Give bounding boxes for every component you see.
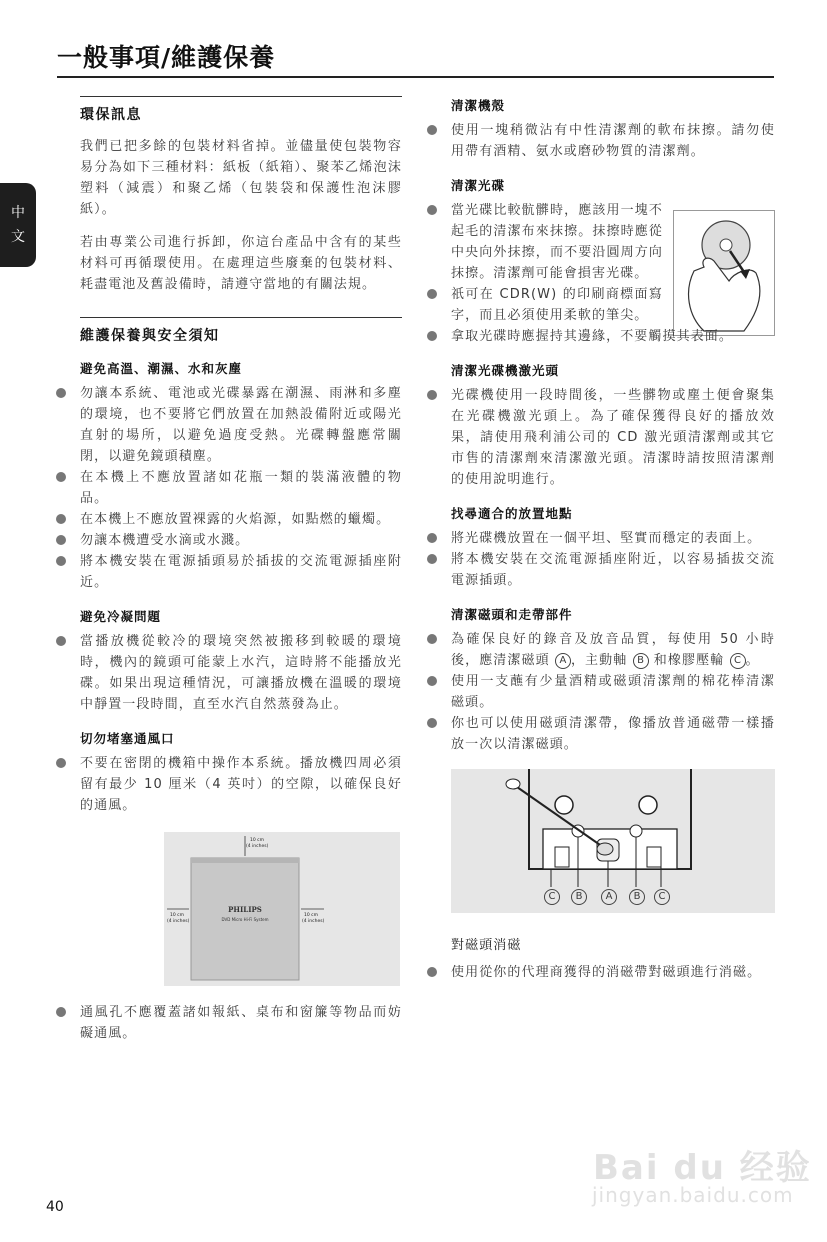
list-item: 你也可以使用磁頭清潔帶，像播放普通磁帶一樣播放一次以清潔磁頭。 bbox=[427, 713, 775, 755]
knob-right bbox=[639, 796, 657, 814]
page-title: 一般事項/維護保養 bbox=[57, 43, 276, 72]
pinch-roller-left bbox=[555, 847, 569, 867]
dimension-right-label-2: (4 inches) bbox=[302, 919, 325, 924]
list-item: 當光碟比較骯髒時，應該用一塊不起毛的清潔布來抹擦。抹擦時應從中央向外抹擦，而不要沿圓周方向抹擦。清潔劑可能會損害光碟。 bbox=[427, 200, 775, 284]
cotton-swab-tip bbox=[506, 779, 520, 789]
language-tab bbox=[0, 183, 36, 267]
dimension-left-label: 10 cm bbox=[170, 913, 185, 918]
list-item: 勿讓本機遭受水滴或水濺。 bbox=[56, 530, 402, 551]
list-item: 拿取光碟時應握持其邊緣，不要觸摸其表面。 bbox=[427, 326, 775, 347]
subheading-ventilation: 切勿堵塞通風口 bbox=[80, 731, 175, 746]
subheading-avoid-heat: 避免高溫、潮濕、水和灰塵 bbox=[80, 361, 243, 376]
ventilation-diagram bbox=[164, 832, 400, 986]
heads-text: ，主動軸 bbox=[570, 653, 633, 668]
callout-c: C bbox=[730, 653, 746, 669]
subheading-clean-heads: 清潔磁頭和走帶部件 bbox=[451, 607, 573, 622]
list-item: 當播放機從較冷的環境突然被搬移到較暖的環境時，機內的鏡頭可能蒙上水汽，這時將不能播放光碟。如果出現這種情況，可讓播放機在溫暖的環境中靜置一段時間，直至水汽自然蒸發為止。 bbox=[56, 631, 402, 715]
list-item: 使用一塊稍微沾有中性清潔劑的軟布抹擦。請勿使用帶有酒精、氨水或磨砂物質的清潔劑。 bbox=[427, 120, 775, 162]
list-item: 祇可在 CDR(W) 的印刷商標面寫字，而且必須使用柔軟的筆尖。 bbox=[427, 284, 775, 326]
list-item: 將光碟機放置在一個平坦、堅實而穩定的表面上。 bbox=[427, 528, 775, 549]
figure-label-a: A bbox=[601, 889, 617, 905]
subheading-clean-laser: 清潔光碟機激光頭 bbox=[451, 363, 560, 378]
dimension-top-label-2: (4 inches) bbox=[246, 844, 269, 849]
title-rule bbox=[57, 76, 774, 78]
list-item: 在本機上不應放置諸如花瓶一類的裝滿液體的物品。 bbox=[56, 467, 402, 509]
knob-left bbox=[555, 796, 573, 814]
figure-label-c: C bbox=[654, 889, 670, 905]
subheading-demagnetize: 對磁頭消磁 bbox=[451, 938, 522, 953]
list-item-heads bbox=[427, 629, 775, 671]
list-item: 將本機安裝在交流電源插座附近，以容易插拔交流電源插頭。 bbox=[427, 549, 775, 591]
env-paragraph: 我們已把多餘的包裝材料省掉。並儘量使包裝物容易分為如下三種材料：紙板（紙箱）、聚苯乙烯泡沫塑料（減震）和聚乙烯（包裝袋和保護性泡沫膠紙）。 bbox=[80, 139, 402, 217]
right-column bbox=[427, 96, 775, 983]
capstan-right bbox=[630, 825, 642, 837]
tape-head-figure bbox=[451, 769, 775, 913]
list-item: 使用一支蘸有少量酒精或磁頭清潔劑的棉花棒清潔磁頭。 bbox=[427, 671, 775, 713]
language-tab-char: 文 bbox=[11, 229, 25, 245]
left-column bbox=[56, 96, 402, 1044]
brand-logo: PHILIPS bbox=[228, 905, 262, 914]
subheading-condensation: 避免冷凝問題 bbox=[80, 609, 162, 624]
cotton-swab-tip-2 bbox=[597, 843, 613, 855]
list-item: 通風孔不應覆蓋諸如報紙、桌布和窗簾等物品而妨礙通風。 bbox=[56, 1002, 402, 1044]
dimension-left-label-2: (4 inches) bbox=[167, 919, 190, 924]
list-item: 使用從你的代理商獲得的消磁帶對磁頭進行消磁。 bbox=[427, 962, 775, 983]
section-heading-safety: 維護保養與安全須知 bbox=[80, 317, 402, 345]
watermark-logo: Bai du 经验 bbox=[593, 1148, 812, 1188]
unit-top-edge bbox=[191, 858, 299, 863]
list-item: 在本機上不應放置裸露的火焰源，如點燃的蠟燭。 bbox=[56, 509, 402, 530]
language-tab-char: 中 bbox=[11, 205, 25, 221]
list-item: 將本機安裝在電源插頭易於插拔的交流電源插座附近。 bbox=[56, 551, 402, 593]
page-number: 40 bbox=[46, 1199, 64, 1215]
callout-b: B bbox=[633, 653, 649, 669]
heads-text: 。 bbox=[745, 653, 760, 668]
model-label: DVD Micro Hi-Fi System bbox=[221, 917, 269, 922]
list-item: 光碟機使用一段時間後，一些髒物或塵土便會聚集在光碟機激光頭上。為了確保獲得良好的播放效果，請使用飛利浦公司的 CD 激光頭清潔劑或其它市售的清潔劑來清潔激光頭。清潔時請按照清潔劑的使用說明進行。 bbox=[427, 385, 775, 490]
heads-text: 為確保良好的錄音及放音品質，每使用 50 小時後，應清潔磁頭 bbox=[451, 632, 775, 668]
figure-label-c: C bbox=[544, 889, 560, 905]
watermark-url: jingyan.baidu.com bbox=[592, 1183, 794, 1207]
callout-a: A bbox=[555, 653, 571, 669]
disc-section-wrap bbox=[427, 200, 775, 347]
heads-text: 和橡膠壓輪 bbox=[648, 653, 730, 668]
list-item: 不要在密閉的機箱中操作本系統。播放機四周必須留有最少 10 厘米（4 英吋）的空隙，以確保良好的通風。 bbox=[56, 753, 402, 816]
dimension-right-label: 10 cm bbox=[304, 913, 319, 918]
subheading-clean-case: 清潔機殼 bbox=[451, 98, 506, 113]
list-item: 勿讓本系統、電池或光碟暴露在潮濕、雨淋和多塵的環境，也不要將它們放置在加熱設備附近或陽光直射的場所，以避免過度受熱。光碟轉盤應常關閉，以避免鏡頭積塵。 bbox=[56, 383, 402, 467]
section-heading-environment: 環保訊息 bbox=[80, 96, 402, 124]
env-paragraph: 若由專業公司進行拆卸，你這台產品中含有的某些材料可再循環使用。在處理這些廢棄的包裝材料、耗盡電池及舊設備時，請遵守當地的有關法規。 bbox=[80, 235, 402, 292]
subheading-location: 找尋適合的放置地點 bbox=[451, 506, 573, 521]
subheading-clean-discs: 清潔光碟 bbox=[451, 178, 506, 193]
figure-label-b: B bbox=[571, 889, 587, 905]
ventilation-figure bbox=[164, 832, 400, 986]
pinch-roller-right bbox=[647, 847, 661, 867]
dimension-top-label: 10 cm bbox=[250, 838, 265, 843]
figure-label-b: B bbox=[629, 889, 645, 905]
